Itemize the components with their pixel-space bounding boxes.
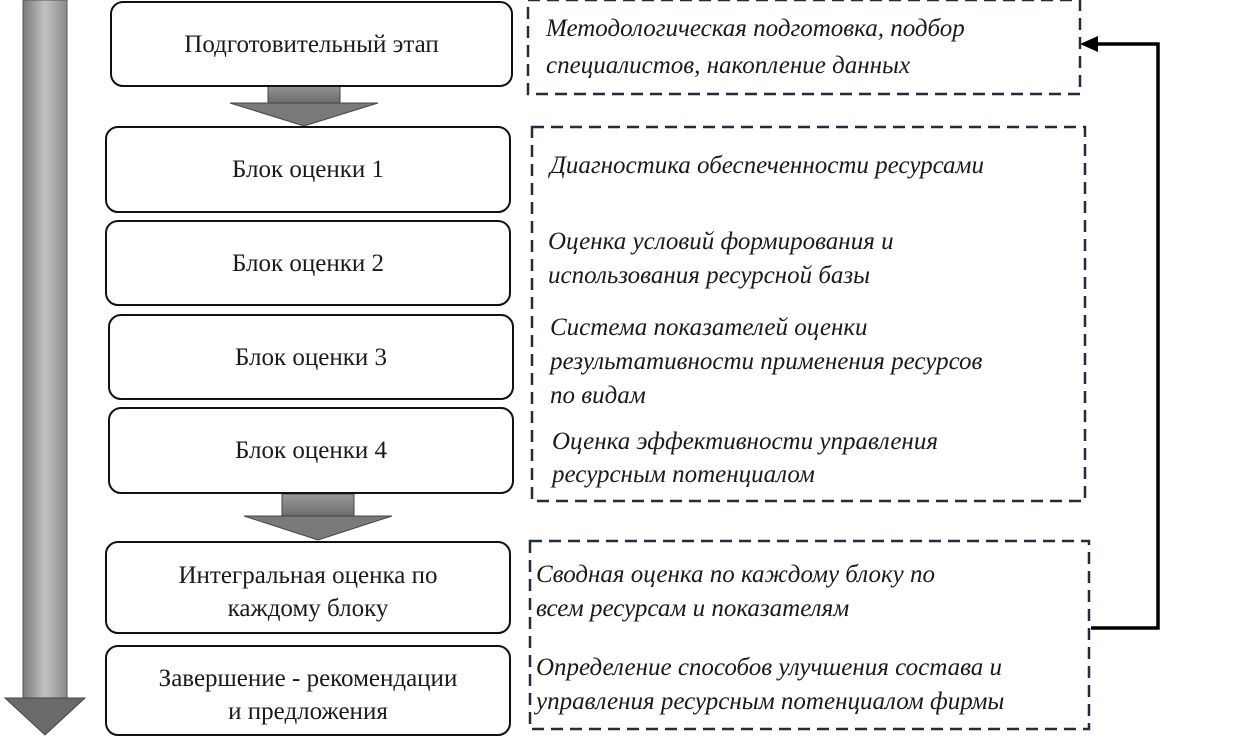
note-preparation-line-2: специалистов, накопление данных <box>546 52 911 79</box>
stage-block-4 <box>108 407 514 494</box>
stage-completion-label-line-1: Завершение - рекомендации <box>158 665 458 692</box>
note-block1-line-1: Диагностика обеспеченности ресурсами <box>550 152 984 179</box>
note-block2-line-1: Оценка условий формирования и <box>548 228 894 255</box>
note-block2-line-2: использования ресурсной базы <box>548 262 871 289</box>
stage-integral <box>105 541 511 634</box>
note-block4-line-1: Оценка эффективности управления <box>552 428 938 455</box>
note-completion-line-2: управления ресурсным потенциалом фирмы <box>536 688 1005 715</box>
stage-preparation <box>110 1 513 87</box>
stage-block-2 <box>105 220 511 306</box>
note-block3-line-2: результативности применения ресурсов <box>550 348 983 375</box>
note-integral-line-1: Сводная оценка по каждому блоку по <box>536 561 935 588</box>
feedback-arrow <box>1080 36 1158 628</box>
stage-preparation-label: Подготовительный этап <box>184 30 439 58</box>
note-block3-line-1: Система показателей оценки <box>550 314 868 341</box>
note-block4-line-2: ресурсным потенциалом <box>552 461 815 488</box>
stage-integral-label-line-2: каждому блоку <box>227 595 389 622</box>
stage-block-1-label: Блок оценки 1 <box>231 156 385 183</box>
down-arrow-1 <box>230 83 378 126</box>
note-block3-line-3: по видам <box>550 382 646 409</box>
stage-block-2-label: Блок оценки 2 <box>231 249 385 277</box>
stage-completion-label-line-2: и предложения <box>228 698 388 725</box>
down-arrow-2 <box>244 494 392 540</box>
process-flow-arrow <box>5 0 85 735</box>
note-preparation-line-1: Методологическая подготовка, подбор <box>546 15 965 42</box>
stage-completion <box>105 645 511 736</box>
stage-block-1 <box>105 126 511 213</box>
note-integral-line-2: всем ресурсам и показателям <box>536 595 850 622</box>
stage-block-3-label: Блок оценки 3 <box>234 343 388 371</box>
stage-integral-label-line-1: Интегральная оценка по <box>178 562 438 589</box>
note-completion-line-1: Определение способов улучшения состава и <box>536 654 1003 681</box>
stage-block-3 <box>108 314 514 400</box>
stage-block-4-label: Блок оценки 4 <box>234 437 388 464</box>
